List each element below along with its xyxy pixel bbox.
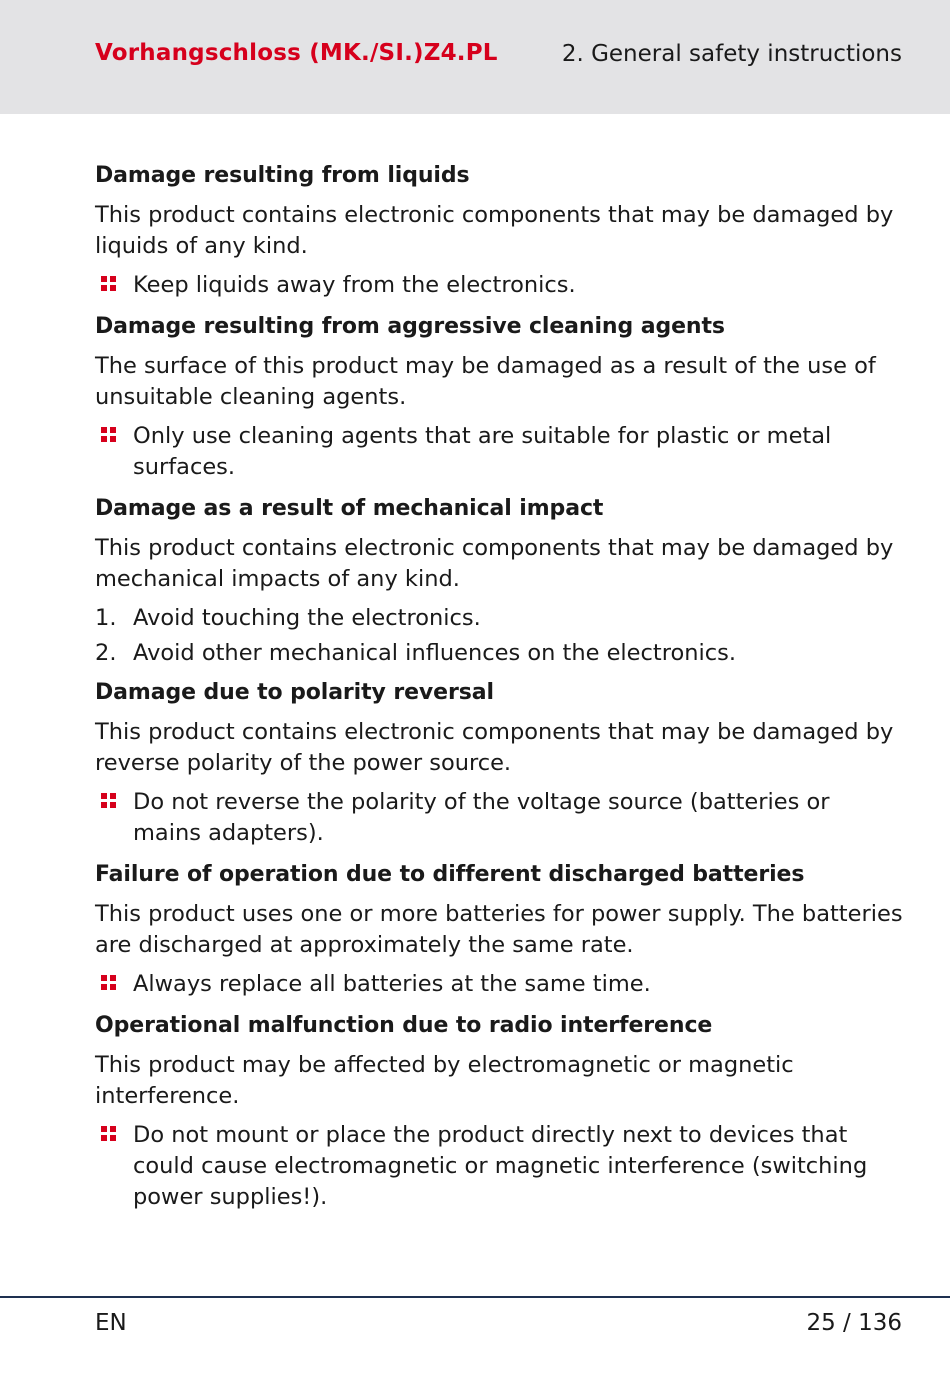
section-text: The surface of this product may be damaged as a result of the use of unsuitable cleaning agents.	[95, 353, 876, 410]
instruction-text: Only use cleaning agents that are suitable for plastic or metal surfaces.	[133, 423, 832, 480]
section-title: Failure of operation due to different discharged batteries	[95, 862, 805, 887]
section-cleaning-agents	[95, 311, 903, 483]
page-number: 25 / 136	[806, 1310, 902, 1336]
step-text: Avoid touching the electronics.	[133, 605, 481, 631]
numbered-step	[95, 603, 903, 634]
instruction-item	[95, 270, 903, 301]
section-mechanical-impact	[95, 493, 903, 669]
instruction-bullet-icon	[101, 276, 117, 292]
instruction-text: Do not mount or place the product directly next to devices that could cause electromagnetic or magnetic interference (switching power supplies!).	[133, 1122, 868, 1210]
section-title: Damage resulting from liquids	[95, 163, 470, 188]
section-title: Operational malfunction due to radio interference	[95, 1013, 713, 1038]
instruction-item	[95, 787, 903, 849]
section-text: This product contains electronic components that may be damaged by reverse polarity of the power source.	[95, 719, 894, 776]
step-number: 2.	[95, 640, 117, 666]
section-text: This product uses one or more batteries for power supply. The batteries are discharged at approximately the same rate.	[95, 901, 903, 958]
numbered-step	[95, 638, 903, 669]
section-text: This product contains electronic components that may be damaged by mechanical impacts of any kind.	[95, 535, 894, 592]
instruction-bullet-icon	[101, 427, 117, 443]
instruction-bullet-icon	[101, 1126, 117, 1142]
page-header	[0, 0, 950, 114]
instruction-bullet-icon	[101, 793, 117, 809]
instruction-text: Keep liquids away from the electronics.	[133, 272, 576, 298]
product-name: Vorhangschloss (MK./SI.)Z4.PL	[95, 40, 498, 66]
chapter-title: 2. General safety instructions	[561, 41, 902, 67]
section-polarity-reversal	[95, 677, 903, 849]
section-title: Damage resulting from aggressive cleaning agents	[95, 314, 725, 339]
step-number: 1.	[95, 605, 117, 631]
instruction-item	[95, 969, 903, 1000]
section-radio-interference	[95, 1010, 903, 1213]
section-title: Damage due to polarity reversal	[95, 680, 494, 705]
section-title: Damage as a result of mechanical impact	[95, 496, 604, 521]
instruction-bullet-icon	[101, 975, 117, 991]
instruction-item	[95, 421, 903, 483]
instruction-text: Do not reverse the polarity of the voltage source (batteries or mains adapters).	[133, 789, 830, 846]
section-batteries	[95, 859, 903, 1000]
section-text: This product contains electronic components that may be damaged by liquids of any kind.	[95, 202, 894, 259]
section-text: This product may be affected by electromagnetic or magnetic interference.	[95, 1052, 794, 1109]
page-content	[95, 160, 903, 1223]
instruction-text: Always replace all batteries at the same time.	[133, 971, 651, 997]
instruction-item	[95, 1120, 903, 1213]
section-liquids	[95, 160, 903, 301]
step-text: Avoid other mechanical influences on the electronics.	[133, 640, 736, 666]
footer-divider	[0, 1296, 950, 1298]
footer-language: EN	[95, 1310, 127, 1336]
